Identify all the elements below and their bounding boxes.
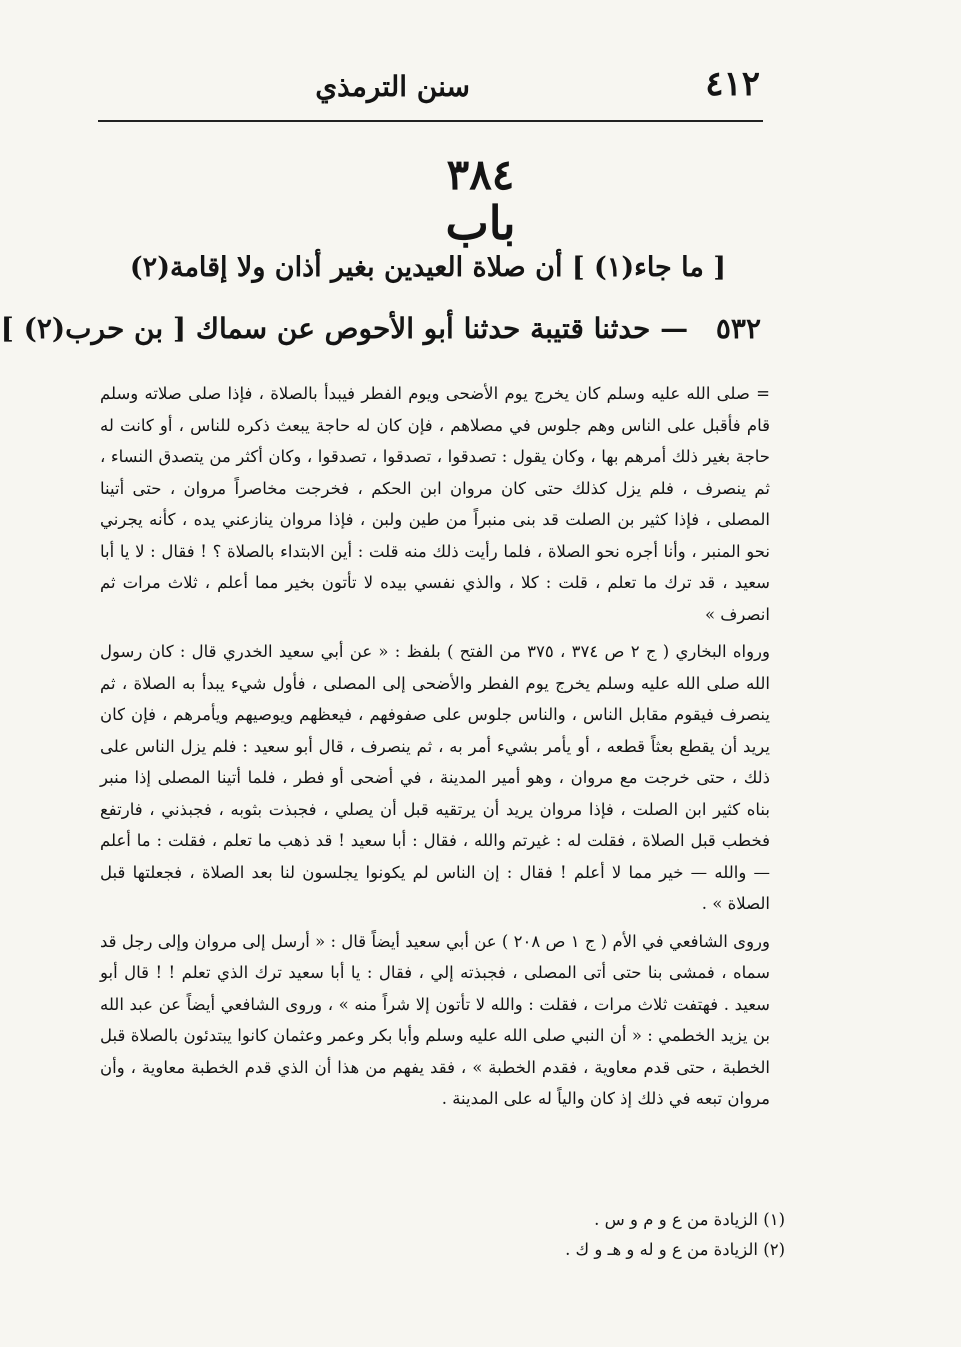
chapter-heading: باب <box>445 196 516 250</box>
hadith-number: ٥٣٢ <box>715 312 761 345</box>
commentary-paragraph: ورواه البخاري ( ج ٢ ص ٣٧٤ ، ٣٧٥ من الفتح ) بلفظ : « عن أبي سعيد الخدري قال : كان رسول الله صلى الله عليه وسلم يخرج يوم الفطر والأضحى إلى المصلى ، فأول شيء يبدأ به الصلاة ، ثم ينصرف فيقوم مقابل الناس ، والناس جلوس على صفوفهم ، فيعظهم ويوصيهم ويأمرهم ، فإن كان يريد أن يقطع بعثاً قطعه ، أو يأمر بشيء أمر به ، ثم ينصرف ، قال أبو سعيد : فلم يزل الناس على ذلك ، حتى خرجت مع مروان ، وهو أمير المدينة ، في أضحى أو فطر ، فلما أتينا المصلى إذا منبر بناه كثير ابن الصلت ، فإذا مروان يريد أن يرتقيه قبل أن يصلي ، فجبذت بثوبه ، فجبذني ، فارتفع فخطب قبل الصلاة ، فقلت له : غيرتم والله ، فقال : أبا سعيد ! قد ذهب ما تعلم ، فقلت : ما أعلم — والله — خير مما لا أعلم ! فقال : إن الناس لم يكونوا يجلسون لنا بعد الصلاة ، فجعلتها قبل الصلاة » . <box>100 642 770 913</box>
footnote: (٢) الزيادة من ع و له و هـ و ك . <box>565 1240 785 1259</box>
footnotes <box>100 1205 785 1265</box>
page-number: ٤١٢ <box>705 64 760 104</box>
commentary-paragraph: وروى الشافعي في الأم ( ج ١ ص ٢٠٨ ) عن أبي سعيد أيضاً قال : « أرسل إلى مروان وإلى رجل قد سماه ، فمشى بنا حتى أتى المصلى ، فجبذته إلي ، فقال : يا أبا سعيد ترك الذي تعلم ! ! قال أبو سعيد . فهتفت ثلاث مرات ، فقلت : والله لا تأتون إلا شراً منه » ، وروى الشافعي أيضاً عن عبد الله بن يزيد الخطمي : « أن النبي صلى الله عليه وسلم وأبا بكر وعمر وعثمان كانوا يبتدئون بالصلاة قبل الخطبة ، حتى قدم معاوية ، فقدم الخطبة » ، فقد يفهم من هذا أن الذي قدم الخطبة معاوية ، وأن مروان تبعه في ذلك إذ كان والياً له على المدينة . <box>100 931 770 1108</box>
footnote: (١) الزيادة من ع و م و س . <box>594 1210 785 1229</box>
page-header <box>100 62 760 122</box>
header-rule <box>98 120 763 122</box>
commentary-paragraph: = صلى الله عليه وسلم كان يخرج يوم الأضحى ويوم الفطر فيبدأ بالصلاة ، فإذا صلى صلاته وسلم قام فأقبل على الناس وهم جلوس في مصلاهم ، فإن كان له حاجة يبعث ذكره للناس ، أو كانت له حاجة بغير ذلك أمرهم بها ، وكان يقول : تصدقوا ، تصدقوا ، تصدقوا ، وكان أكثر من يتصدق النساء ، ثم ينصرف ، فلم يزل كذلك حتى كان مروان ابن الحكم ، فخرجت مخاصراً مروان ، حتى أتينا المصلى ، فإذا كثير بن الصلت قد بنى منبراً من طين ولبن ، فإذا مروان ينازعني يده ، كأنه يجرني نحو المنبر ، وأنا أجره نحو الصلاة ، فلما رأيت ذلك منه قلت : أين الابتداء بالصلاة ؟ ! فقال : لا يا أبا سعيد ، قد ترك ما تعلم ، قلت : كلا ، والذي نفسي بيده لا تأتون بخير مما أعلم ، ثلاث مرات ثم انصرف » <box>100 384 771 624</box>
commentary <box>100 378 770 1121</box>
hadith-dash: — <box>660 312 689 345</box>
chapter-number: ٣٨٤ <box>446 150 515 199</box>
running-title: سنن الترمذي <box>315 70 470 103</box>
chapter-title: [ ما جاء(١) ] أن صلاة العيدين بغير أذان ولا إقامة(٢) <box>129 252 726 283</box>
hadith-text: حدثنا قتيبة حدثنا أبو الأحوص عن سماك [ بن حرب(٢) ] <box>0 312 651 345</box>
hadith-opening <box>0 312 761 345</box>
